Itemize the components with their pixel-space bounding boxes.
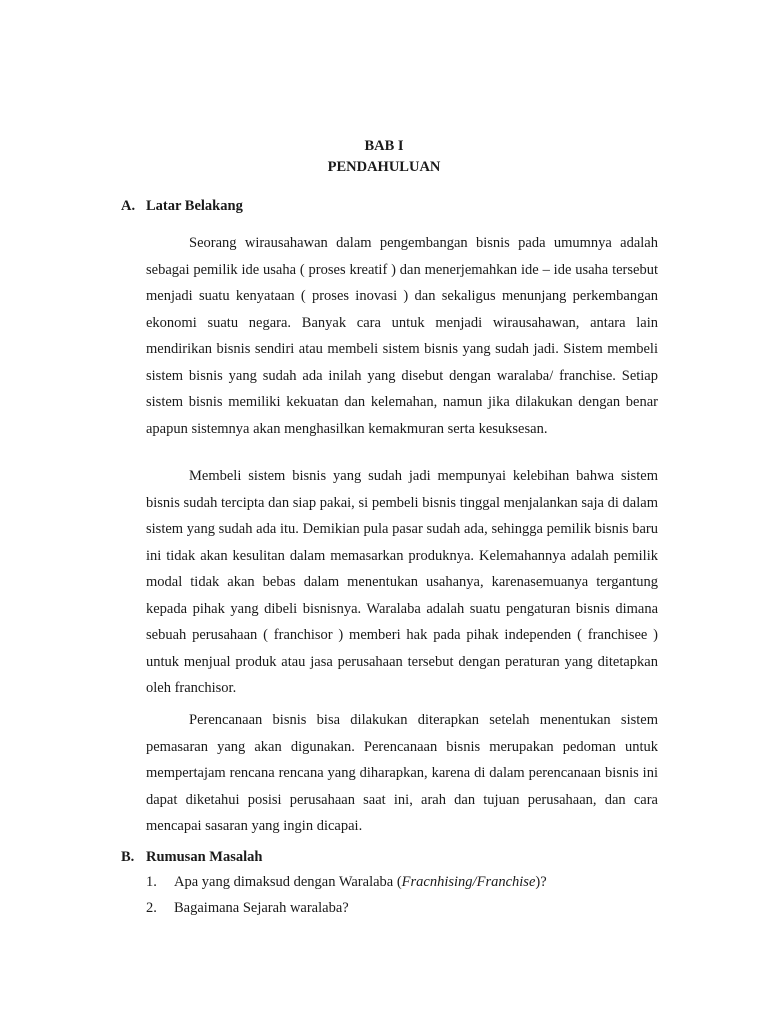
paragraph-2: Membeli sistem bisnis yang sudah jadi mempunyai kelebihan bahwa sistem bisnis sudah tercipta dan siap pakai, si pembeli bisnis tinggal menjalankan saja di dalam sistem yang sudah ada itu. Demikian pula pasar sudah ada, sehingga pemilik bisnis baru ini tidak akan kesulitan dalam memasarkan produknya. Kelemahannya adalah pemilik modal tidak akan bebas dalam menentukan usahanya, karenasemuanya tergantung kepada pihak yang dibeli bisnisnya. Waralaba adalah suatu pengaturan bisnis dimana sebuah perusahaan ( franchisor ) memberi hak pada pihak independen ( franchisee ) untuk menjual produk atau jasa perusahaan tersebut dengan peraturan yang ditetapkan oleh franchisor.: [146, 468, 658, 696]
list-item: [146, 895, 666, 921]
section-b-marker: B.: [121, 849, 135, 865]
chapter-number: BAB I: [364, 138, 404, 154]
paragraph-3: Perencanaan bisnis bisa dilakukan diterapkan setelah menentukan sistem pemasaran yang akan digunakan. Perencanaan bisnis merupakan pedoman untuk mempertajam rencana rencana yang diharapkan, karena di dalam perencanaan bisnis ini dapat diketahui posisi perusahaan saat ini, arah dan tujuan perusahaan, dan cara mencapai sasaran yang ingin dicapai.: [146, 712, 658, 834]
list-item-text: Bagaimana Sejarah waralaba?: [174, 900, 349, 916]
section-a-marker: A.: [121, 198, 136, 214]
section-b-heading: [121, 847, 262, 867]
list-item-number: 2.: [146, 900, 157, 916]
list-item-italic-text: Fracnhising/Franchise: [401, 874, 536, 890]
section-b-title: Rumusan Masalah: [146, 849, 263, 865]
section-a-heading: [121, 196, 243, 216]
list-item-text: Apa yang dimaksud dengan Waralaba (: [174, 874, 402, 890]
list-item-text-end: )?: [535, 874, 547, 890]
section-a-title: Latar Belakang: [146, 198, 243, 214]
chapter-title: PENDAHULUAN: [327, 159, 441, 175]
paragraph-1: Seorang wirausahawan dalam pengembangan bisnis pada umumnya adalah sebagai pemilik ide usaha ( proses kreatif ) dan menerjemahkan ide – ide usaha tersebut menjadi suatu kenyataan ( proses inovasi ) dan sekaligus menunjang perkembangan ekonomi suatu negara. Banyak cara untuk menjadi wirausahawan, antara lain mendirikan bisnis sendiri atau membeli sistem bisnis yang sudah jadi. Sistem membeli sistem bisnis yang sudah ada inilah yang disebut dengan waralaba/ franchise. Setiap sistem bisnis memiliki kekuatan dan kelemahan, namun jika dilakukan dengan benar apapun sistemnya akan menghasilkan kemakmuran serta kesuksesan.: [146, 235, 658, 437]
list-item: [146, 869, 666, 895]
list-item-number: 1.: [146, 874, 157, 890]
problem-list: [146, 869, 666, 921]
